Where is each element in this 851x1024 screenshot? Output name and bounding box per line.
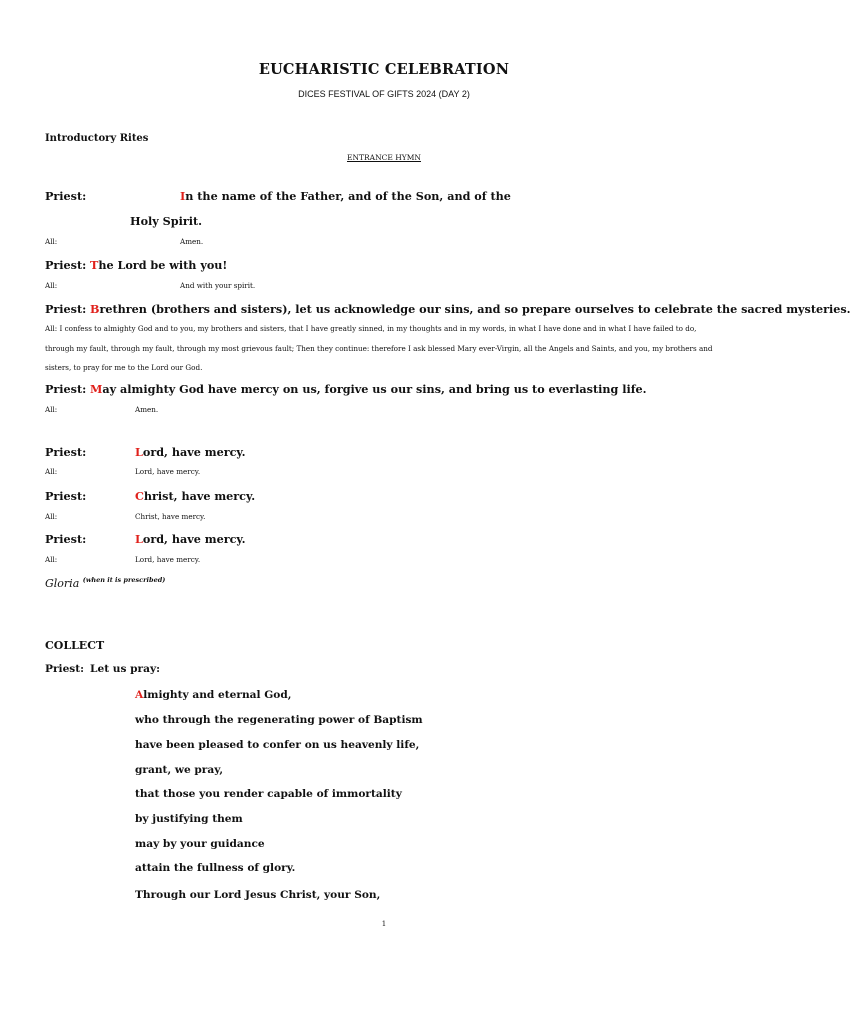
- all-label: All:: [45, 237, 58, 246]
- priest-line-kyrie: [135, 445, 246, 459]
- red-initial: C: [135, 489, 144, 503]
- priest-line-kyrie: [135, 532, 246, 546]
- all-response: Amen.: [180, 237, 204, 246]
- priest-line-absolution: [90, 382, 647, 396]
- red-initial: L: [135, 445, 143, 459]
- priest-line-continuation: Holy Spirit.: [130, 214, 203, 228]
- red-initial: A: [135, 689, 144, 701]
- priest-text: ay almighty God have mercy on us, forgive us our sins, and bring us to everlasting life.: [102, 382, 647, 396]
- collect-line: [135, 689, 291, 701]
- red-initial: M: [90, 382, 103, 396]
- priest-label: Priest:: [45, 189, 87, 203]
- collect-line: Through our Lord Jesus Christ, your Son,: [135, 889, 381, 901]
- priest-label: Priest:: [45, 489, 87, 503]
- priest-label: Priest:: [45, 302, 87, 316]
- document-subtitle: DICES FESTIVAL OF GIFTS 2024 (DAY 2): [298, 89, 470, 99]
- priest-label: Priest:: [45, 663, 85, 675]
- gloria-note: (when it is prescribed): [82, 576, 166, 584]
- priest-text: ord, have mercy.: [142, 532, 246, 546]
- section-heading-collect: COLLECT: [45, 639, 105, 652]
- collect-line: attain the fullness of glory.: [135, 862, 296, 874]
- priest-label: Priest:: [45, 445, 87, 459]
- red-initial: L: [135, 532, 143, 546]
- priest-text: hrist, have mercy.: [143, 489, 256, 503]
- all-response: Amen.: [135, 405, 159, 414]
- all-label: All:: [45, 281, 58, 290]
- all-response: Lord, have mercy.: [135, 555, 201, 564]
- red-initial: I: [180, 189, 186, 203]
- all-response: And with your spirit.: [180, 281, 256, 290]
- priest-line-greeting: [90, 258, 227, 272]
- priest-line-penitential: [90, 302, 851, 316]
- priest-text: he Lord be with you!: [98, 258, 228, 272]
- entrance-hymn-heading: ENTRANCE HYMN: [347, 153, 421, 162]
- collect-line: may by your guidance: [135, 838, 265, 850]
- priest-label: Priest:: [45, 382, 87, 396]
- priest-label: Priest:: [45, 258, 87, 272]
- all-label: All:: [45, 405, 58, 414]
- collect-line: who through the regenerating power of Baptism: [135, 714, 423, 726]
- priest-line-christe: [135, 489, 255, 503]
- red-initial: B: [90, 302, 100, 316]
- gloria-label: Gloria: [45, 577, 80, 590]
- all-label: All:: [45, 467, 58, 476]
- section-heading-introductory-rites: Introductory Rites: [45, 133, 149, 144]
- page-number: 1: [381, 920, 387, 928]
- priest-text: n the name of the Father, and of the Son, and of the: [185, 189, 511, 203]
- priest-text: rethren (brothers and sisters), let us acknowledge our sins, and so prepare ourselves to celebrate the sacred mysteries.: [99, 302, 851, 316]
- collect-line: grant, we pray,: [135, 764, 224, 776]
- red-initial: T: [90, 258, 99, 272]
- collect-line: by justifying them: [135, 813, 243, 825]
- collect-text: lmighty and eternal God,: [143, 689, 292, 701]
- all-label: All:: [45, 555, 58, 564]
- priest-line-sign-of-cross: [180, 189, 511, 203]
- document-title: EUCHARISTIC CELEBRATION: [258, 61, 510, 78]
- collect-invitation: Let us pray:: [90, 663, 161, 675]
- collect-line: that those you render capable of immortality: [135, 788, 402, 800]
- confiteor-paragraph: All: I confess to almighty God and to you, my brothers and sisters, that I have greatly sinned, in my thoughts and in my words, in what I have done and in what I have failed to do, through my fault, through my fault, through my most grievous fault; Then they continue: therefore I ask blessed Mary ever-Virgin, all the Angels and Saints, and you, my brothers and sisters, to pray for me to the Lord our God.: [45, 324, 713, 372]
- all-response: Lord, have mercy.: [135, 467, 201, 476]
- collect-line: have been pleased to confer on us heavenly life,: [135, 739, 420, 751]
- all-label: All:: [45, 512, 58, 521]
- all-response: Christ, have mercy.: [135, 512, 206, 521]
- priest-label: Priest:: [45, 532, 87, 546]
- priest-text: ord, have mercy.: [142, 445, 246, 459]
- gloria-heading: [45, 576, 165, 590]
